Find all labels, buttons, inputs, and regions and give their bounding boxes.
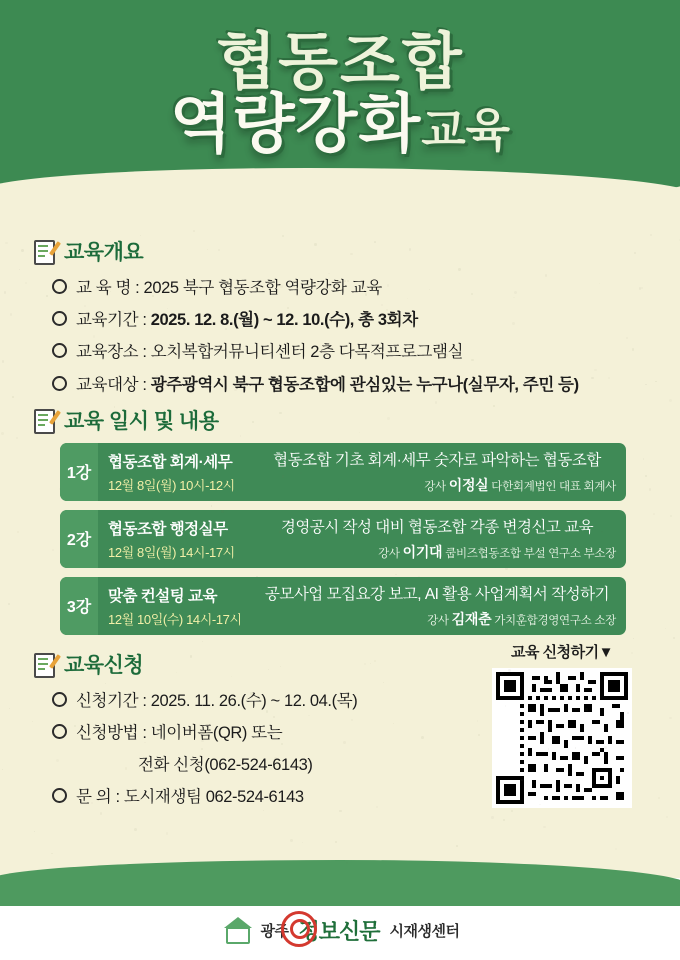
section-title-overview: 교육개요 bbox=[64, 241, 144, 264]
apply-value-3: 도시재생팀 062-524-6143 bbox=[123, 788, 304, 807]
schedule-row-number: 1강 bbox=[60, 443, 98, 501]
stamp-watermark bbox=[295, 915, 384, 946]
apply-section bbox=[0, 643, 680, 814]
apply-value-1: 네이버폼(QR) 또는 bbox=[150, 723, 283, 742]
lecturer-label: 강사 bbox=[427, 615, 449, 628]
stamp-text: 정보신문 bbox=[298, 919, 380, 944]
table-row bbox=[60, 510, 626, 568]
schedule-row-topic-cell bbox=[98, 443, 258, 501]
schedule-row-topic-cell bbox=[98, 510, 258, 568]
list-item bbox=[52, 369, 680, 401]
lecturer-label: 강사 bbox=[424, 481, 446, 494]
memo-pencil-icon bbox=[34, 652, 56, 676]
overview-value-1: 2025. 12. 8.(월) ~ 12. 10.(수), 총 3회차 bbox=[150, 311, 418, 330]
bullet-ring-icon bbox=[52, 343, 67, 358]
list-item bbox=[52, 304, 680, 336]
schedule-table bbox=[60, 443, 626, 635]
section-title-apply: 교육신청 bbox=[64, 653, 144, 677]
apply-label-1: 신청방법 : bbox=[76, 723, 147, 742]
poster-title-line1: 협동조합 bbox=[216, 28, 464, 97]
overview-value-2: 오치복합커뮤니티센터 2층 다목적프로그램실 bbox=[150, 343, 464, 362]
lecturer-name: 김재춘 bbox=[451, 611, 492, 628]
footer-org-left: 광주 bbox=[260, 923, 289, 940]
apply-value-2: 전화 신청(062-524-6143) bbox=[138, 756, 313, 775]
bullet-ring-icon bbox=[52, 376, 67, 391]
lecturer-affiliation: 가치훈합경영연구소 소장 bbox=[494, 615, 616, 628]
lecturer-name: 이정실 bbox=[448, 477, 489, 494]
bullet-ring-icon bbox=[52, 311, 67, 326]
apply-value-0: 2025. 11. 26.(수) ~ 12. 04.(목) bbox=[150, 691, 358, 710]
apply-label-0: 신청기간 : bbox=[76, 691, 147, 710]
schedule-row-topic: 맞춤 컨설팅 교육 bbox=[108, 587, 217, 605]
poster-title-line2-main: 역량강화 bbox=[169, 88, 422, 161]
schedule-row-desc: 협동조합 기초 회계·세무 숫자로 파악하는 협동조합 bbox=[273, 452, 601, 470]
list-item bbox=[52, 336, 680, 368]
apply-label-3: 문 의 : bbox=[76, 788, 120, 807]
overview-label-0: 교 육 명 : bbox=[76, 279, 140, 297]
overview-value-3: 광주광역시 북구 협동조합에 관심있는 누구나(실무자, 주민 등) bbox=[150, 375, 579, 394]
schedule-row-detail-cell bbox=[258, 577, 626, 635]
qr-block bbox=[486, 641, 638, 808]
schedule-row-datetime: 12월 10일(수) 14시-17시 bbox=[108, 611, 242, 627]
schedule-row-datetime: 12월 8일(월) 10시-12시 bbox=[108, 477, 235, 493]
schedule-row-topic: 협동조합 행정실무 bbox=[108, 520, 228, 538]
overview-value-0: 2025 북구 협동조합 역량강화 교육 bbox=[143, 279, 382, 297]
bullet-ring-icon bbox=[52, 692, 67, 707]
schedule-row-topic-cell bbox=[98, 577, 258, 635]
house-logo-icon bbox=[221, 917, 255, 945]
memo-pencil-icon bbox=[34, 408, 56, 432]
lecturer-affiliation: 쿱비즈협동조합 부설 연구소 부소장 bbox=[445, 548, 616, 561]
poster-content bbox=[0, 236, 680, 817]
footer-org-right: 시재생센터 bbox=[389, 923, 460, 940]
qr-label: 교육 신청하기▼ bbox=[511, 643, 613, 661]
poster-footer bbox=[0, 915, 680, 946]
lecturer-affiliation: 다한회계법인 대표 회계사 bbox=[491, 481, 616, 494]
schedule-row-detail-cell bbox=[258, 510, 626, 568]
qr-code[interactable] bbox=[492, 668, 632, 808]
lecturer-name: 이기대 bbox=[402, 544, 443, 561]
bullet-ring-icon bbox=[52, 279, 67, 294]
poster-title bbox=[0, 28, 680, 161]
overview-label-2: 교육장소 : bbox=[76, 343, 147, 362]
schedule-row-desc: 경영공시 작성 대비 협동조합 각종 변경신고 교육 bbox=[280, 519, 594, 537]
schedule-row-topic: 협동조합 회계·세무 bbox=[108, 453, 233, 471]
stamp-ring-icon bbox=[281, 911, 317, 947]
schedule-row-number: 2강 bbox=[60, 510, 98, 568]
poster-title-line2 bbox=[0, 88, 680, 161]
overview-label-3: 교육대상 : bbox=[76, 375, 147, 394]
schedule-row-number: 3강 bbox=[60, 577, 98, 635]
schedule-row-lecturer bbox=[378, 542, 616, 562]
section-header-overview bbox=[34, 236, 680, 266]
bottom-green-wave bbox=[0, 860, 680, 906]
poster-header-banner bbox=[0, 0, 680, 228]
poster-title-line2-sub: 교육 bbox=[421, 104, 511, 157]
table-row bbox=[60, 443, 626, 501]
section-header-schedule bbox=[34, 405, 680, 435]
list-item bbox=[52, 272, 680, 304]
schedule-row-lecturer bbox=[424, 475, 616, 495]
lecturer-label: 강사 bbox=[378, 548, 400, 561]
schedule-row-detail-cell bbox=[258, 443, 626, 501]
bullet-ring-icon bbox=[52, 724, 67, 739]
memo-pencil-icon bbox=[34, 239, 56, 263]
section-title-schedule: 교육 일시 및 내용 bbox=[64, 409, 219, 433]
qr-code-image bbox=[496, 672, 628, 804]
overview-label-1: 교육기간 : bbox=[76, 311, 147, 330]
schedule-row-lecturer bbox=[427, 609, 616, 629]
overview-list bbox=[52, 272, 680, 401]
bullet-ring-icon bbox=[52, 788, 67, 803]
header-band-cutout bbox=[0, 168, 680, 228]
schedule-row-desc: 공모사업 모집요강 보고, AI 활용 사업계획서 작성하기 bbox=[264, 586, 610, 604]
schedule-row-datetime: 12월 8일(월) 14시-17시 bbox=[108, 544, 235, 560]
table-row bbox=[60, 577, 626, 635]
